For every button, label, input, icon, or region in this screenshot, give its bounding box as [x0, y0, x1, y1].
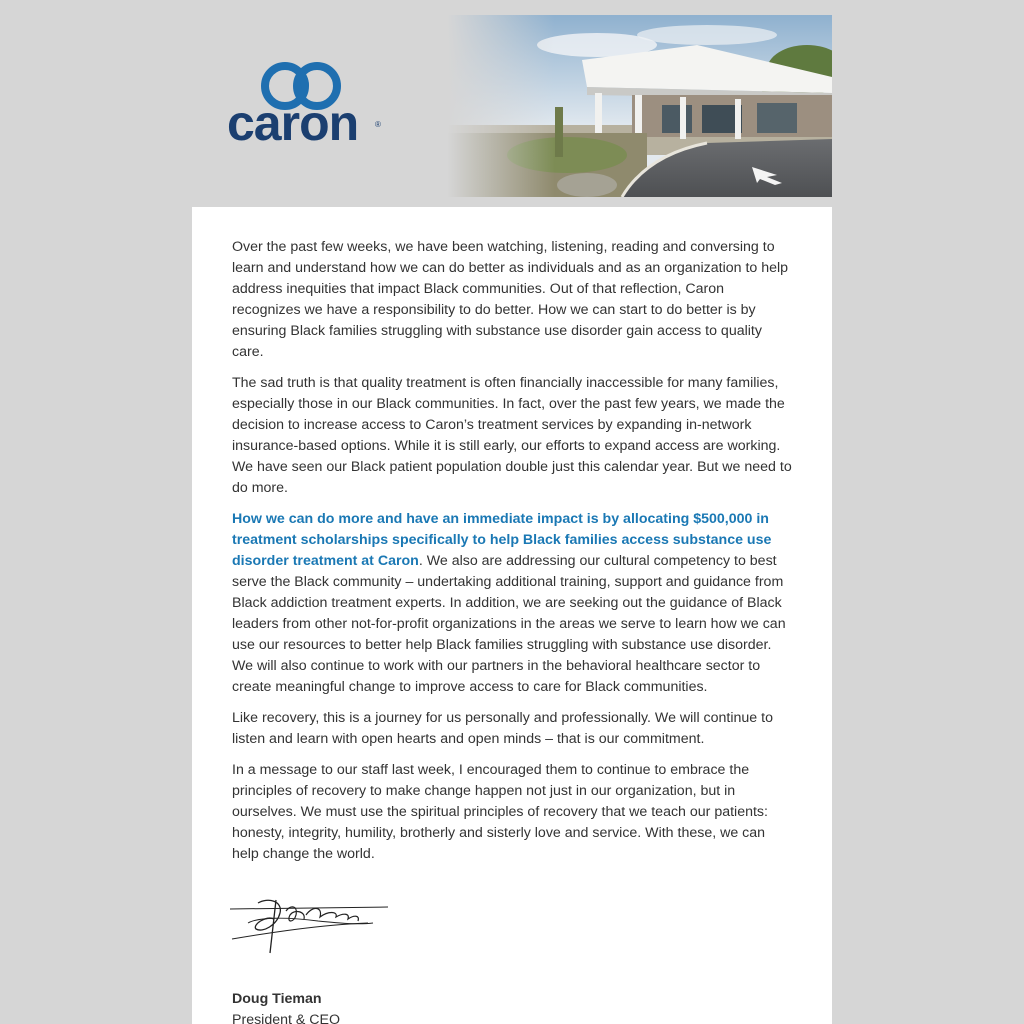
letter-content — [232, 237, 794, 875]
registered-mark: ® — [375, 120, 381, 129]
signer-title: President & CEO — [232, 1012, 341, 1024]
paragraph-1: Over the past few weeks, we have been watching, listening, reading and conversing to learn and understand how we can do better as individuals and as an organization to help address inequities that impact Black communities. Out of that reflection, Caron recognizes we have a responsibility to do better. How we can start to do better is by ensuring Black families struggling with substance use disorder gain access to quality care. — [232, 239, 789, 360]
scholarship-highlight: How we can do more and have an immediate impact is by allocating $500,000 in treatment scholarships specifically to help Black families access substance use disorder treatment at Caron — [232, 511, 772, 569]
paragraph-3 — [232, 509, 794, 698]
caron-logo[interactable] — [227, 60, 387, 155]
paragraph-5: In a message to our staff last week, I encouraged them to continue to embrace the principles of recovery to make change happen not just in our organization, but in ourselves. We must use the spiritual principles of recovery that we teach our patients: honesty, integrity, humility, brotherly and sisterly love and service. With these, we can help change the world. — [232, 762, 768, 862]
header-banner — [192, 15, 832, 197]
paragraph-3-text: . We also are addressing our cultural competency to best serve the Black community – undertaking additional training, support and guidance from Black addiction treatment experts. In addition, we are seeking out the guidance of Black leaders from other not-for-profit organizations in the areas we serve to learn how we can use our resources to better help Black families struggling with substance use disorder. We will also continue to work with our partners in the behavioral healthcare sector to create meaningful change to improve access to care for Black communities. — [232, 553, 786, 695]
paragraph-2: The sad truth is that quality treatment is often financially inaccessible for many families, especially those in our Black communities. In fact, over the past few years, we made the decision to increase access to Caron’s treatment services by expanding in-network insurance-based options. While it is still early, our efforts to expand access are working. We have seen our Black patient population double just this calendar year. But we need to do more. — [232, 375, 792, 496]
handwritten-signature — [228, 895, 393, 957]
facility-building-photo — [447, 15, 832, 197]
paragraph-4: Like recovery, this is a journey for us personally and professionally. We will continue to listen and learn with open hearts and open minds – that is our commitment. — [232, 710, 773, 747]
logo-wordmark: caron — [227, 95, 359, 151]
letter-body — [192, 207, 832, 1024]
signer-name: Doug Tieman — [232, 991, 322, 1007]
